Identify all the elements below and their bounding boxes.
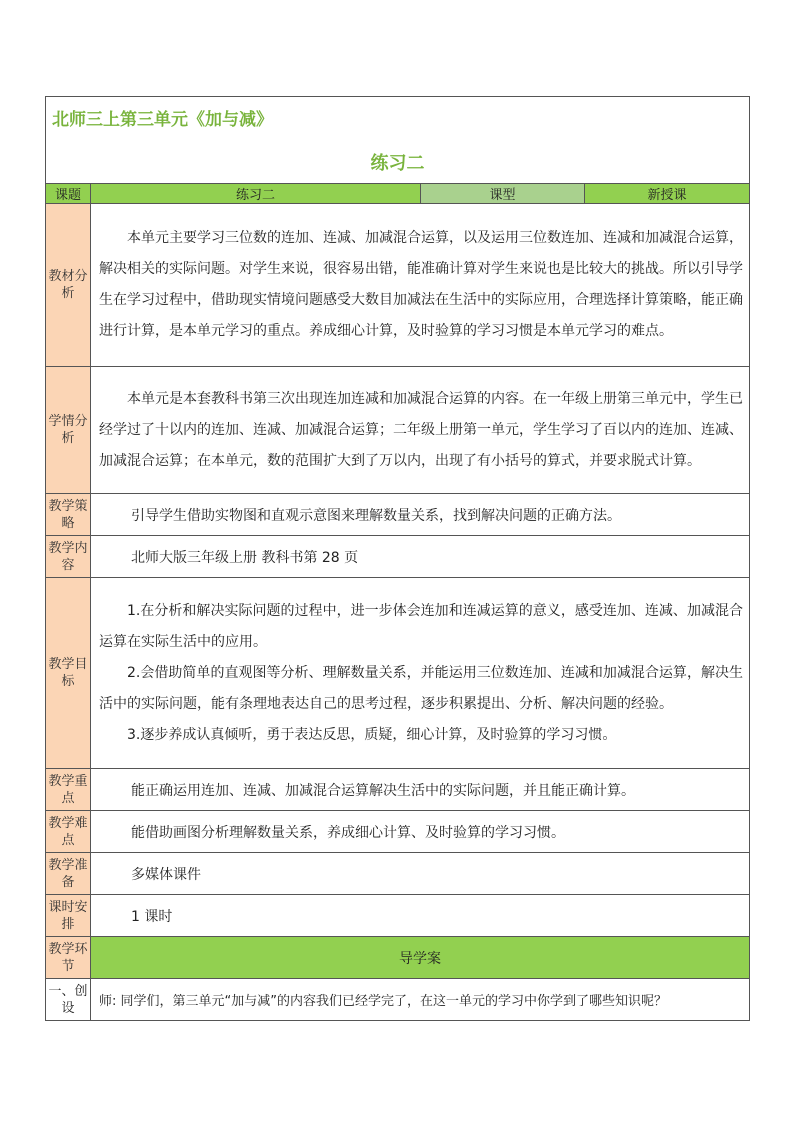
textbook-paragraph: 本单元主要学习三位数的连加、连减、加减混合运算，以及运用三位数连加、连减和加减混合运算，解决相关的实际问题。对学生来说，很容易出错，能准确计算对学生来说也是比较大的挑战。所以引导学生在学习过程中，借助现实情境问题感受大数目加减法在生活中的实际应用，合理选择计算策略，能正确进行计算，是本单元学习的重点。养成细心计算，及时验算的学习习惯是本单元学习的难点。 <box>99 230 743 339</box>
topic-label: 课题 <box>46 184 91 204</box>
schedule-text: 1 课时 <box>91 895 750 937</box>
key-text: 能正确运用连加、连减、加减混合运算解决生活中的实际问题，并且能正确计算。 <box>91 769 750 811</box>
goals-body <box>91 578 750 769</box>
prep-row <box>46 853 750 895</box>
goals-row <box>46 578 750 769</box>
content-row <box>46 536 750 578</box>
students-label: 学情分析 <box>46 367 91 494</box>
textbook-label: 教材分析 <box>46 204 91 367</box>
students-paragraph: 本单元是本套教科书第三次出现连加连减和加减混合运算的内容。在一年级上册第三单元中，学生已经学过了十以内的连加、连减、加减混合运算；二年级上册第一单元，学生学习了百以内的连加、连减、加减混合运算；在本单元，数的范围扩大到了万以内，出现了有小括号的算式，并要求脱式计算。 <box>99 390 743 469</box>
info-row <box>46 184 750 204</box>
key-row <box>46 769 750 811</box>
difficult-label: 教学难点 <box>46 811 91 853</box>
header-cell <box>46 97 750 184</box>
students-body <box>91 367 750 494</box>
prep-text: 多媒体课件 <box>91 853 750 895</box>
lesson-plan-table <box>45 96 750 1021</box>
difficult-text: 能借助画图分析理解数量关系，养成细心计算、及时验算的学习习惯。 <box>91 811 750 853</box>
students-row <box>46 367 750 494</box>
content-text: 北师大版三年级上册 教科书第 28 页 <box>91 536 750 578</box>
document-title: 北师三上第三单元《加与减》 <box>52 110 273 130</box>
header-row <box>46 97 750 184</box>
goal-item: 2.会借助简单的直观图等分析、理解数量关系，并能运用三位数连加、连减和加减混合运算，解决生活中的实际问题，能有条理地表达自己的思考过程，逐步积累提出、分析、解决问题的经验。 <box>99 664 743 712</box>
textbook-body <box>91 204 750 367</box>
strategy-label: 教学策略 <box>46 494 91 536</box>
phase-label: 教学环节 <box>46 937 91 979</box>
content-label: 教学内容 <box>46 536 91 578</box>
intro-row <box>46 979 750 1021</box>
lesson-title: 练习二 <box>370 153 425 174</box>
schedule-label: 课时安排 <box>46 895 91 937</box>
intro-text: 师: 同学们，第三单元“加与减”的内容我们已经学完了，在这一单元的学习中你学到了哪些知识呢？ <box>91 979 750 1021</box>
textbook-row <box>46 204 750 367</box>
key-label: 教学重点 <box>46 769 91 811</box>
goal-item: 1.在分析和解决实际问题的过程中，进一步体会连加和连减运算的意义，感受连加、连减、加减混合运算在实际生活中的应用。 <box>99 602 743 650</box>
type-value: 新授课 <box>585 184 750 204</box>
prep-label: 教学准备 <box>46 853 91 895</box>
difficult-row <box>46 811 750 853</box>
phase-row <box>46 937 750 979</box>
goals-label: 教学目标 <box>46 578 91 769</box>
topic-value: 练习二 <box>91 184 421 204</box>
goal-item: 3.逐步养成认真倾听，勇于表达反思，质疑，细心计算，及时验算的学习习惯。 <box>127 726 617 743</box>
intro-label: 一、创设 <box>46 979 91 1021</box>
type-label: 课型 <box>421 184 585 204</box>
strategy-row <box>46 494 750 536</box>
schedule-row <box>46 895 750 937</box>
phase-text: 导学案 <box>91 937 750 979</box>
strategy-text: 引导学生借助实物图和直观示意图来理解数量关系，找到解决问题的正确方法。 <box>91 494 750 536</box>
lesson-plan-sheet <box>45 96 749 1021</box>
